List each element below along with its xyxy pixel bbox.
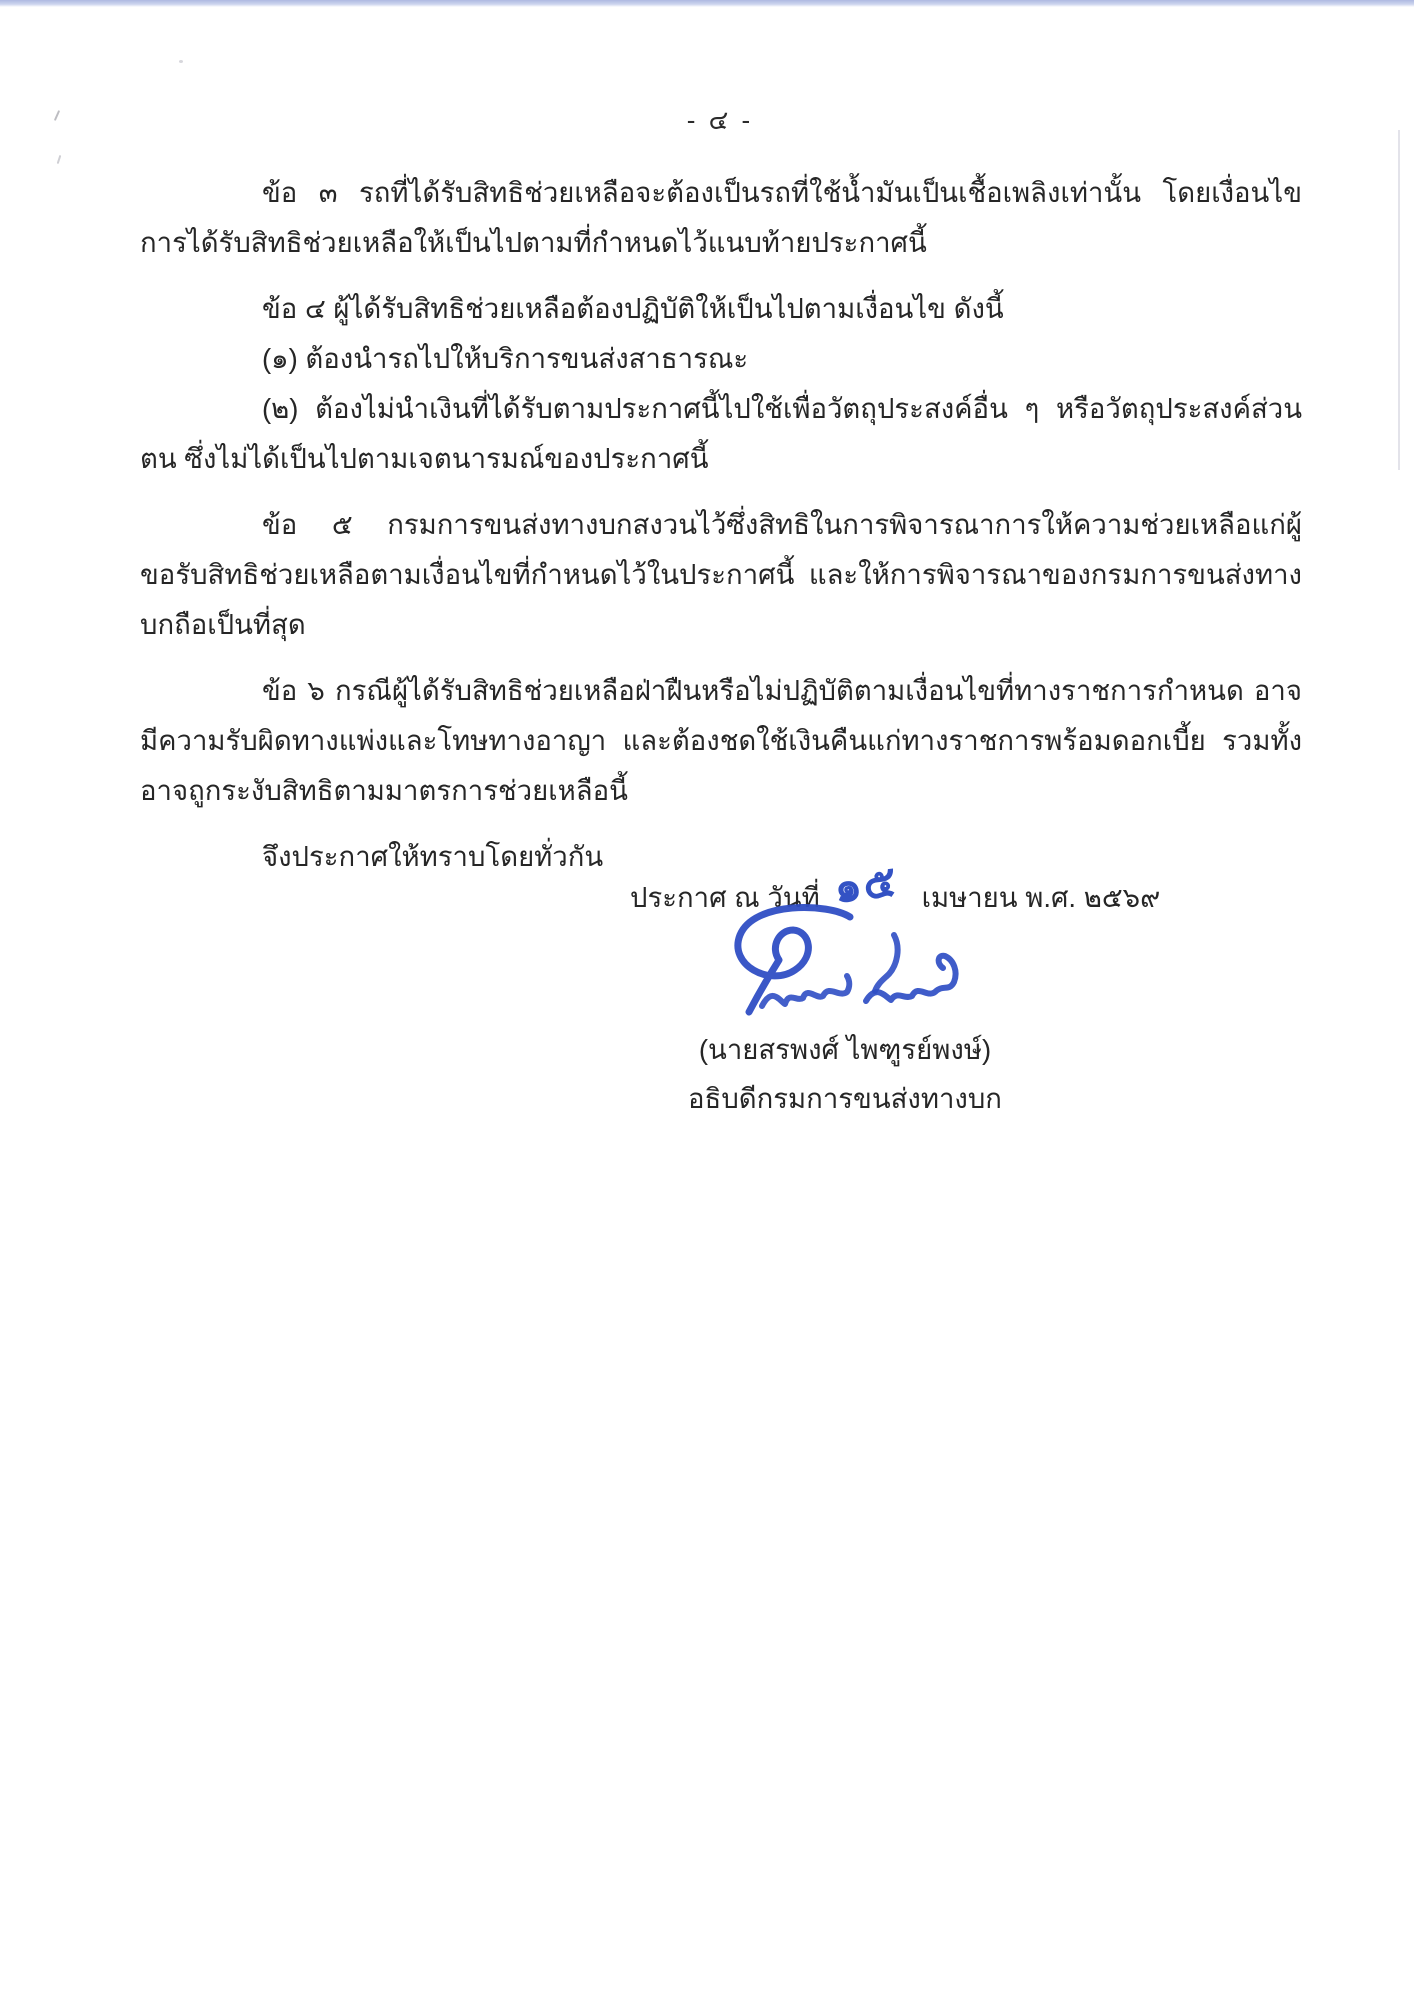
handwritten-day: ๑๕	[831, 857, 901, 913]
clause-4-item-2: (๒) ต้องไม่นำเงินที่ได้รับตามประกาศนี้ไปใช้เพื่อวัตถุประสงค์อื่น ๆ หรือวัตถุประสงค์ส่วนตน ซึ่งไม่ได้เป็นไปตามเจตนารมณ์ของประกาศนี้	[140, 393, 1302, 474]
document-body	[140, 168, 1302, 882]
signature-image	[698, 903, 978, 1028]
signatory-title: อธิบดีกรมการขนส่งทางบก	[688, 1083, 1002, 1114]
issuance-prefix: ประกาศ ณ วันที่	[630, 882, 820, 913]
clause-6: ข้อ ๖ กรณีผู้ได้รับสิทธิช่วยเหลือฝ่าฝืนหรือไม่ปฏิบัติตามเงื่อนไขที่ทางราชการกำหนด อาจมีความรับผิดทางแพ่งและโทษทางอาญา และต้องชดใช้เงินคืนแก่ทางราชการพร้อมดอกเบี้ย รวมทั้งอาจถูกระงับสิทธิตามมาตรการช่วยเหลือนี้	[140, 675, 1302, 806]
scan-speck	[179, 60, 183, 63]
issuance-month-year: เมษายน พ.ศ. ๒๕๖๙	[921, 882, 1161, 913]
clause-3: ข้อ ๓ รถที่ได้รับสิทธิช่วยเหลือจะต้องเป็นรถที่ใช้น้ำมันเป็นเชื้อเพลิงเท่านั้น โดยเงื่อนไขการได้รับสิทธิช่วยเหลือให้เป็นไปตามที่กำหนดไว้แนบท้ายประกาศนี้	[140, 177, 1302, 258]
closing-statement: จึงประกาศให้ทราบโดยทั่วกัน	[262, 841, 604, 872]
scan-top-edge-band	[0, 0, 1414, 7]
clause-4: ข้อ ๔ ผู้ได้รับสิทธิช่วยเหลือต้องปฏิบัติให้เป็นไปตามเงื่อนไข ดังนี้	[262, 293, 1004, 324]
signature-ink	[698, 903, 978, 1028]
clause-5: ข้อ ๕ กรมการขนส่งทางบกสงวนไว้ซึ่งสิทธิในการพิจารณาการให้ความช่วยเหลือแก่ผู้ขอรับสิทธิช่วยเหลือตามเงื่อนไขที่กำหนดไว้ในประกาศนี้ และให้การพิจารณาของกรมการขนส่งทางบกถือเป็นที่สุด	[140, 509, 1302, 640]
scan-edge-line	[1398, 130, 1400, 470]
clause-4-item-1: (๑) ต้องนำรถไปให้บริการขนส่งสาธารณะ	[262, 343, 749, 374]
scan-stray-mark	[57, 155, 62, 164]
signatory-block	[615, 1028, 1075, 1121]
scan-stray-mark	[54, 110, 60, 121]
page-number: - ๔ -	[686, 105, 754, 135]
signatory-name: (นายสรพงศ์ ไพฑูรย์พงษ์)	[698, 1034, 992, 1065]
